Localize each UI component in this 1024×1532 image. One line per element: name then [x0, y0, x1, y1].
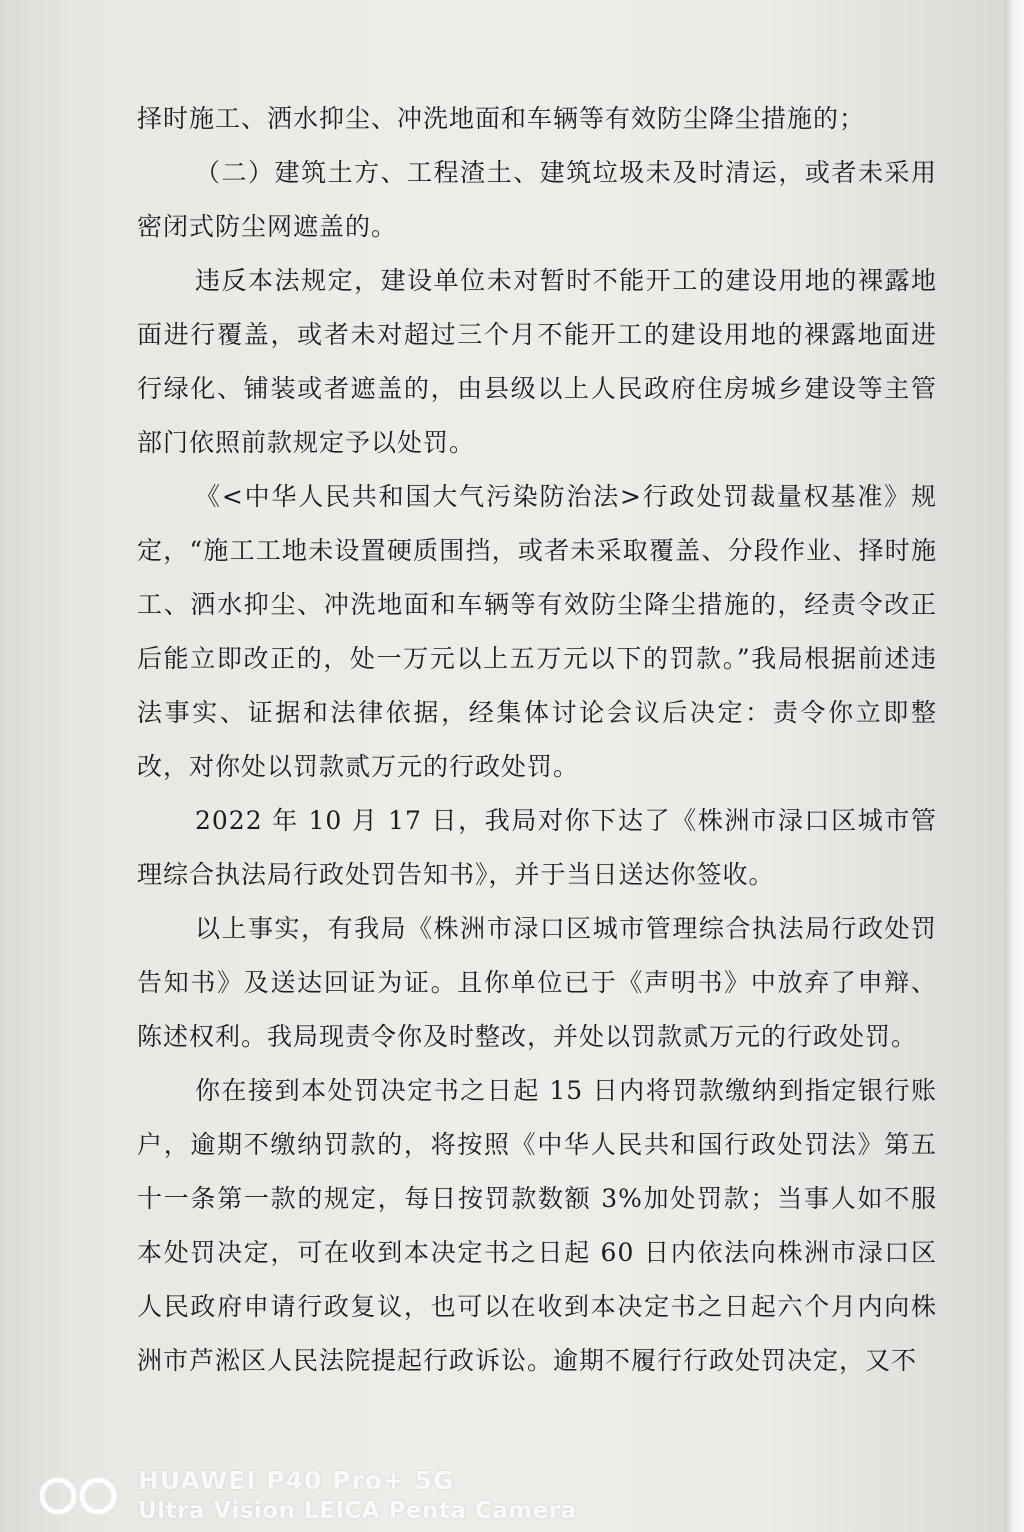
paragraph-6: 以上事实，有我局《株洲市渌口区城市管理综合执法局行政处罚告知书》及送达回证为证。且你单位已于《声明书》中放弃了申辩、陈述权利。我局现责令你及时整改，并处以罚款贰万元的行政处罚。 [137, 914, 937, 1051]
paragraph-3: 违反本法规定，建设单位未对暂时不能开工的建设用地的裸露地面进行覆盖，或者未对超过三个月不能开工的建设用地的裸露地面进行绿化、铺装或者遮盖的，由县级以上人民政府住房城乡建设等主管部门依照前款规定予以处罚。 [137, 266, 937, 457]
document-body [137, 92, 937, 1388]
paragraph-4: 《<中华人民共和国大气污染防治法>行政处罚裁量权基准》规定，“施工工地未设置硬质围挡，或者未采取覆盖、分段作业、择时施工、洒水抑尘、冲洗地面和车辆等有效防尘降尘措施的，经责令改正后能立即改正的，处一万元以上五万元以下的罚款。”我局根据前述违法事实、证据和法律依据，经集体讨论会议后决定：责令你立即整改，对你处以罚款贰万元的行政处罚。 [137, 482, 937, 781]
paragraph-1: 择时施工、洒水抑尘、冲洗地面和车辆等有效防尘降尘措施的； [137, 104, 866, 133]
paragraph-2: （二）建筑土方、工程渣土、建筑垃圾未及时清运，或者未采用密闭式防尘网遮盖的。 [137, 158, 937, 241]
paragraph-7: 你在接到本处罚决定书之日起 15 日内将罚款缴纳到指定银行账户，逾期不缴纳罚款的，将按照《中华人民共和国行政处罚法》第五十一条第一款的规定，每日按罚款数额 3%加处罚款；当事人如不服本处罚决定，可在收到本决定书之日起 60 日内依法向株洲市渌口区人民政府申请行政复议，也可以在收到本决定书之日起六个月内向株洲市芦淞区人民法院提起行政诉讼。逾期不履行行政处罚决定，又不 [137, 1076, 937, 1375]
page-edge [1004, 0, 1024, 1532]
paragraph-5: 2022 年 10 月 17 日，我局对你下达了《株洲市渌口区城市管理综合执法局行政处罚告知书》，并于当日送达你签收。 [137, 806, 937, 889]
leica-circles-icon [38, 1476, 120, 1516]
watermark-text [138, 1466, 577, 1526]
watermark-camera-name: Ultra Vision LEICA Penta Camera [138, 1498, 577, 1524]
watermark-device-name: HUAWEI P40 Pro+ 5G [138, 1466, 455, 1495]
